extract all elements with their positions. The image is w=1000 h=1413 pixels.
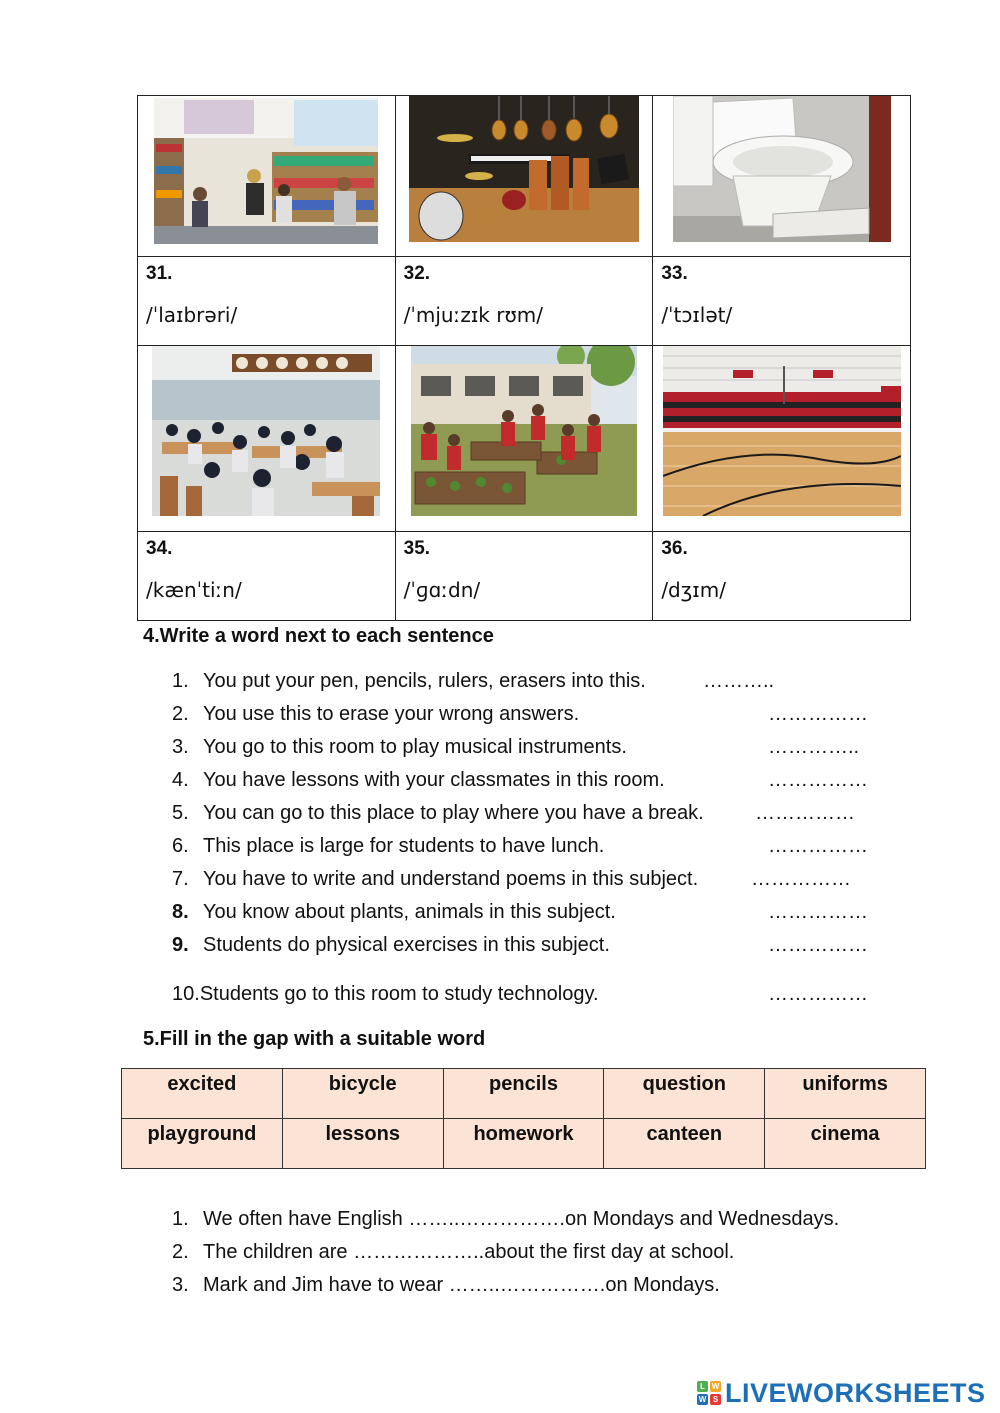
picture-row bbox=[138, 96, 911, 257]
ipa-text: /ˈɡɑːdn/ bbox=[403, 578, 481, 602]
answer-blank[interactable]: …………… bbox=[751, 868, 851, 890]
answer-blank[interactable]: …………… bbox=[768, 703, 868, 725]
answer-blank[interactable]: …………… bbox=[768, 835, 868, 857]
item-number: 31. bbox=[146, 263, 173, 284]
logo-mark-tile: W bbox=[711, 1382, 720, 1391]
word-bank-word: playground bbox=[122, 1119, 283, 1169]
answer-blank[interactable]: ……….. bbox=[703, 670, 775, 692]
list-item[interactable] bbox=[172, 1208, 839, 1231]
list-item bbox=[172, 703, 579, 726]
list-item bbox=[172, 835, 604, 858]
list-item bbox=[172, 868, 698, 891]
answer-blank[interactable]: ………….. bbox=[768, 736, 860, 758]
gap-sentence[interactable]: The children are ………………..about the first day at school. bbox=[203, 1241, 735, 1263]
list-item bbox=[172, 901, 616, 924]
item-number: 33. bbox=[661, 263, 688, 284]
word-bank-word: question bbox=[604, 1069, 765, 1119]
gym-image bbox=[663, 346, 901, 516]
ipa-text: /kænˈtiːn/ bbox=[146, 578, 242, 602]
answer-blank[interactable]: …………… bbox=[768, 934, 868, 956]
item-number: 10. bbox=[172, 983, 200, 1005]
answer-blank[interactable]: …………… bbox=[768, 901, 868, 923]
answer-blank[interactable]: …………… bbox=[768, 769, 868, 791]
liveworksheets-logo bbox=[697, 1378, 986, 1408]
word-bank-word: lessons bbox=[282, 1119, 443, 1169]
question-text: You can go to this place to play where you have a break. bbox=[203, 802, 704, 824]
item-number: 7. bbox=[172, 868, 189, 890]
garden-image bbox=[411, 346, 637, 516]
item-number: 2. bbox=[172, 1241, 189, 1263]
question-text: You go to this room to play musical instruments. bbox=[203, 736, 627, 758]
ipa-text: /ˈmjuːzɪk rʊm/ bbox=[403, 303, 544, 327]
item-number: 1. bbox=[172, 670, 189, 692]
question-text: Students do physical exercises in this subject. bbox=[203, 934, 610, 956]
section-5-title: 5.Fill in the gap with a suitable word bbox=[143, 1028, 486, 1050]
gap-sentence[interactable]: Mark and Jim have to wear ……..…………….on Mondays. bbox=[203, 1274, 720, 1296]
list-item bbox=[172, 769, 665, 792]
library-image bbox=[154, 98, 378, 244]
item-number: 3. bbox=[172, 736, 189, 758]
word-bank-word: homework bbox=[443, 1119, 604, 1169]
item-number: 5. bbox=[172, 802, 189, 824]
item-number: 3. bbox=[172, 1274, 189, 1296]
logo-text: LIVEWORKSHEETS bbox=[725, 1377, 986, 1408]
item-number: 34. bbox=[146, 538, 173, 559]
list-item bbox=[172, 802, 704, 825]
question-text: You have lessons with your classmates in this room. bbox=[203, 769, 665, 791]
question-text: You use this to erase your wrong answers. bbox=[203, 703, 580, 725]
question-text: You know about plants, animals in this subject. bbox=[203, 901, 616, 923]
question-text: Students go to this room to study technology. bbox=[199, 983, 599, 1005]
item-number: 1. bbox=[172, 1208, 189, 1230]
word-bank-word: pencils bbox=[443, 1069, 604, 1119]
answer-blank[interactable]: …………… bbox=[768, 983, 868, 1005]
item-number: 8. bbox=[172, 901, 189, 923]
item-number: 6. bbox=[172, 835, 189, 857]
question-text: You put your pen, pencils, rulers, erasers into this. bbox=[203, 670, 646, 692]
word-bank-word: bicycle bbox=[282, 1069, 443, 1119]
logo-mark-icon bbox=[697, 1381, 721, 1405]
list-item bbox=[172, 983, 599, 1006]
item-number: 4. bbox=[172, 769, 189, 791]
list-item[interactable] bbox=[172, 1274, 720, 1297]
label-row bbox=[138, 532, 911, 621]
toilet-image bbox=[673, 96, 891, 242]
logo-mark-tile: L bbox=[697, 1381, 708, 1392]
canteen-image bbox=[152, 346, 380, 516]
picture-row bbox=[138, 346, 911, 532]
picture-table bbox=[137, 95, 911, 621]
list-item bbox=[172, 670, 646, 693]
music-room-image bbox=[409, 96, 639, 242]
word-bank-table bbox=[121, 1068, 926, 1169]
item-number: 32. bbox=[403, 263, 431, 284]
list-item bbox=[172, 736, 627, 759]
ipa-text: /ˈtɔɪlət/ bbox=[661, 303, 733, 327]
list-item bbox=[172, 934, 610, 957]
list-item[interactable] bbox=[172, 1241, 734, 1264]
question-text: You have to write and understand poems in this subject. bbox=[203, 868, 699, 890]
word-bank-row bbox=[122, 1119, 926, 1169]
item-number: 9. bbox=[172, 934, 189, 956]
question-text: This place is large for students to have lunch. bbox=[203, 835, 605, 857]
ipa-text: /ˈlaɪbrəri/ bbox=[146, 303, 238, 327]
word-bank-word: excited bbox=[122, 1069, 283, 1119]
word-bank-word: uniforms bbox=[765, 1069, 926, 1119]
item-number: 35. bbox=[403, 538, 431, 559]
word-bank-row bbox=[122, 1069, 926, 1119]
word-bank-word: cinema bbox=[765, 1119, 926, 1169]
section-4-title: 4.Write a word next to each sentence bbox=[143, 625, 494, 647]
ipa-text: /dʒɪm/ bbox=[661, 578, 726, 602]
item-number: 36. bbox=[661, 538, 688, 559]
logo-mark-tile: S bbox=[710, 1394, 721, 1405]
label-row bbox=[138, 257, 911, 346]
answer-blank[interactable]: …………… bbox=[755, 802, 855, 824]
gap-sentence[interactable]: We often have English ……..…………….on Mondays and Wednesdays. bbox=[203, 1208, 840, 1230]
item-number: 2. bbox=[172, 703, 189, 725]
logo-mark-tile: W bbox=[698, 1395, 707, 1404]
word-bank-word: canteen bbox=[604, 1119, 765, 1169]
